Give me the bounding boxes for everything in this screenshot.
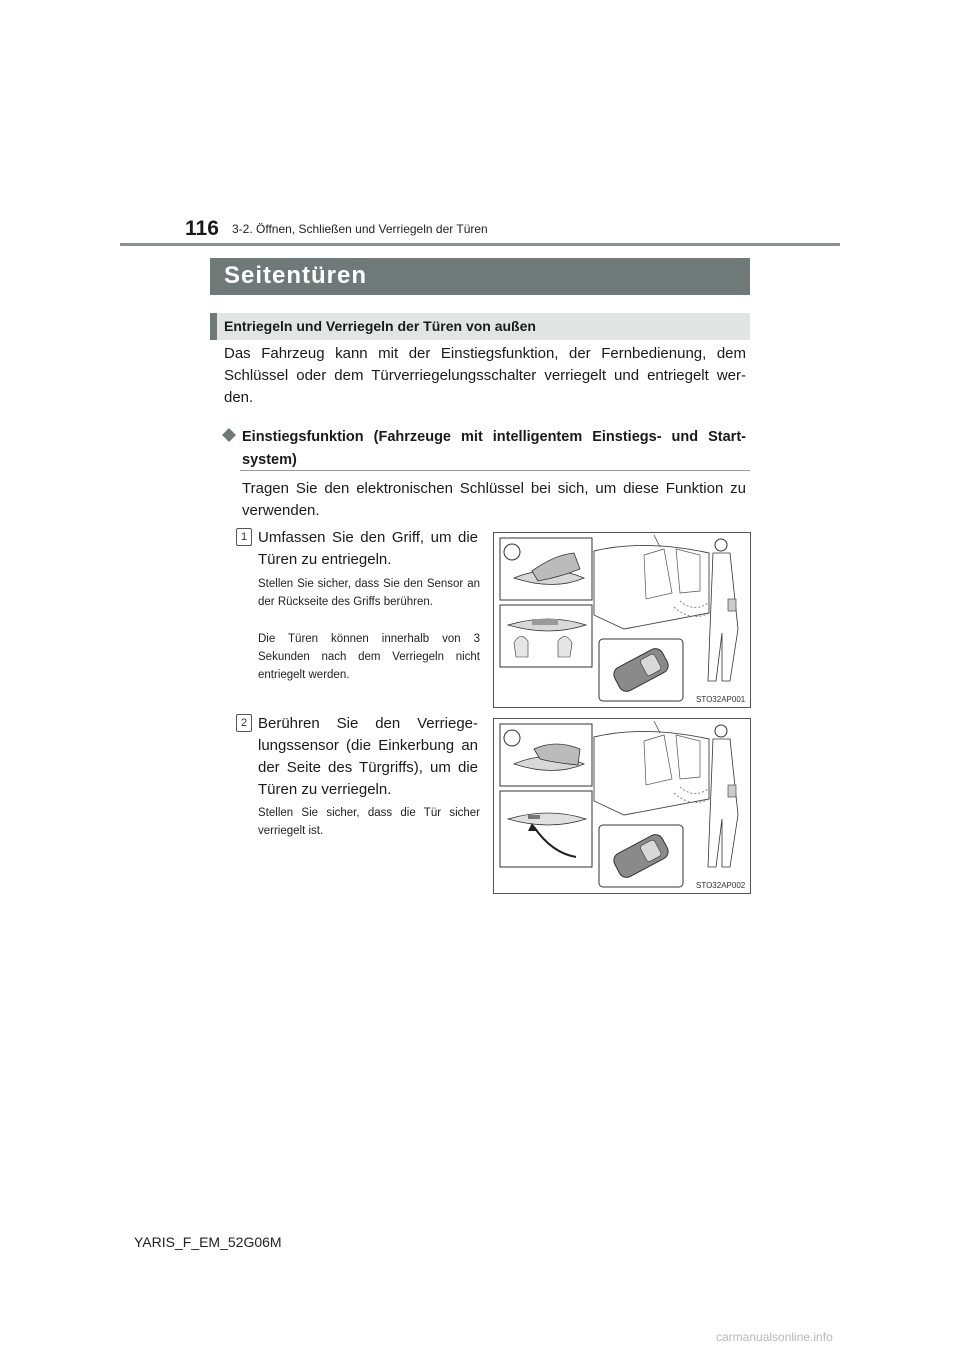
figure-1-code: STO32AP001 bbox=[696, 695, 746, 704]
step-number-2: 2 bbox=[236, 714, 252, 732]
watermark: carmanualsonline.info bbox=[716, 1330, 833, 1344]
intro-paragraph: Das Fahrzeug kann mit der Einstiegsfunktion, der Fernbedienung, dem Schlüssel oder dem Türverriegelungsschalter verriegelt und entriegelt wer-den. bbox=[224, 345, 746, 406]
step-1-note-2: Die Türen können innerhalb von 3 Sekunden nach dem Verriegeln nicht entriegelt werden. bbox=[258, 633, 480, 681]
subsection-title: Entriegeln und Verriegeln der Türen von außen bbox=[224, 318, 536, 334]
step-2-note-1: Stellen Sie sicher, dass die Tür sicher verriegelt ist. bbox=[258, 807, 480, 837]
page-number: 116 bbox=[185, 217, 219, 240]
figure-2-code: STO32AP002 bbox=[696, 881, 746, 890]
model-code: YARIS_F_EM_52G06M bbox=[134, 1234, 282, 1250]
feature-divider bbox=[240, 470, 750, 471]
section-title: Seitentüren bbox=[224, 262, 368, 289]
chapter-title: 3-2. Öffnen, Schließen und Verriegeln der Türen bbox=[232, 222, 488, 236]
figure-lock-illustration bbox=[493, 718, 751, 894]
step-1-note-1: Stellen Sie sicher, dass Sie den Sensor an der Rückseite des Griffs berühren. bbox=[258, 578, 480, 608]
step-number-1: 1 bbox=[236, 528, 252, 546]
subsection-accent bbox=[210, 313, 217, 340]
figure-unlock-illustration bbox=[493, 532, 751, 708]
feature-title: Einstiegsfunktion (Fahrzeuge mit intelligentem Einstiegs- und Start-system) bbox=[242, 429, 746, 468]
step-1-text: Umfassen Sie den Griff, um die Türen zu entriegeln. bbox=[258, 529, 478, 568]
step-2-text: Berühren Sie den Verriege-lungssensor (die Einkerbung an der Seite des Türgriffs), um die Türen zu verriegeln. bbox=[258, 715, 478, 798]
header-divider bbox=[120, 243, 840, 246]
diamond-bullet-icon bbox=[222, 428, 236, 442]
feature-description: Tragen Sie den elektronischen Schlüssel bei sich, um diese Funktion zu verwenden. bbox=[242, 480, 746, 519]
